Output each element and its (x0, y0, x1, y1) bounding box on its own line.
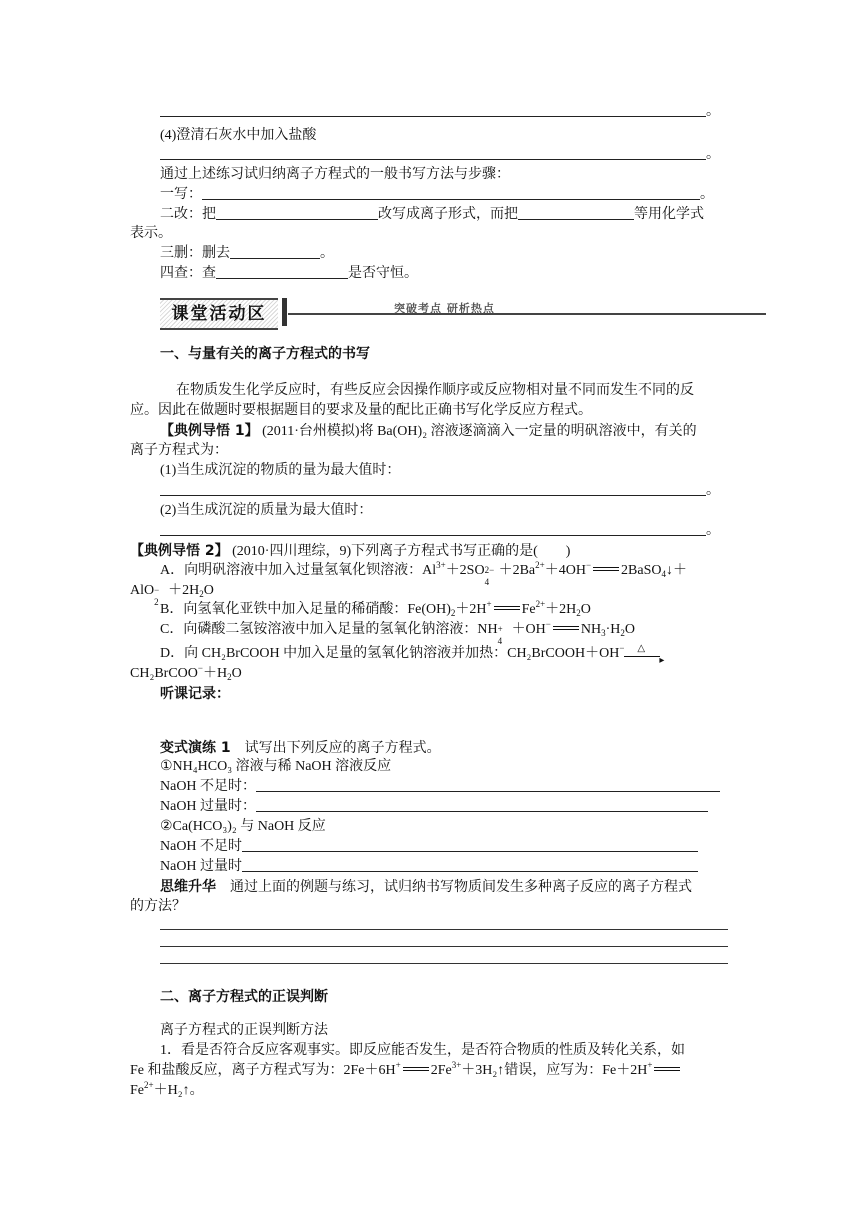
banner-bar (282, 298, 287, 326)
section-2-heading: 二、离子方程式的正误判断 (160, 989, 328, 1005)
option-b[interactable]: B．向氢氧化亚铁中加入足量的稀硝酸：$Fe(OH)_2+2H^+$ $Fe^{2+}+2H_2O$ (160, 599, 591, 618)
summary-prompt: 通过上述练习试归纳离子方程式的一般书写方法与步骤： (160, 167, 510, 182)
option-c[interactable]: C．向磷酸二氢铵溶液中加入足量的氢氧化钠溶液：NH + 4 ＋OH− $NH_3\cdot H_2O$ (160, 619, 636, 646)
answer-line-2[interactable]: 。 (160, 145, 720, 165)
answer-rule-c[interactable] (160, 963, 728, 964)
variant-lack-1[interactable]: NaOH 不足时： (160, 777, 720, 797)
example-1-q1: (1)当生成沉淀的物质的量为最大值时： (160, 463, 401, 478)
example-1-answer-2[interactable]: 。 (160, 521, 720, 541)
section-banner (160, 298, 770, 328)
answer-rule-b[interactable] (160, 946, 728, 947)
question-4: (4)澄清石灰水中加入盐酸 (160, 128, 317, 143)
example-1: 【典例导悟 1】 (2011·台州模拟)将 Ba(OH)₂ 溶液逐滴滴入一定量的明矾溶液中，有关的 (160, 423, 697, 439)
example-1-q2: (2)当生成沉淀的质量为最大值时： (160, 503, 373, 518)
banner-title: 课堂活动区 (160, 298, 278, 330)
answer-line-1[interactable]: 。 (160, 102, 720, 122)
step-4[interactable]: 四查：查 是否守恒。 (160, 266, 418, 281)
step-1[interactable]: 一写： 。 (160, 187, 714, 202)
variant-lack-2[interactable]: NaOH 不足时 (160, 837, 698, 857)
heat-arrow-icon: △ ▸ (624, 647, 664, 661)
section-2-para-3: $Fe^{2+}+H_2↑$。 (130, 1080, 204, 1098)
notes-label: 听课记录： (160, 686, 230, 702)
variant-excess-1[interactable]: NaOH 过量时： (160, 797, 708, 817)
think-prompt-cont: 的方法？ (130, 899, 186, 914)
option-a[interactable]: A．向明矾溶液中加入过量氢氧化钡溶液：$Al^{3+}+2SO$ 2− 4 $+2Ba^{2+}+4OH^-$ 2BaSO$_4$↓＋ (160, 560, 687, 587)
variant-1: 变式演练 1 试写出下列反应的离子方程式。 (160, 740, 441, 756)
option-a-cont: AlO − 2 $+2H_2O$ (130, 583, 214, 607)
section-1-para-2: 应。因此在做题时要根据题目的要求及量的配比正确书写化学反应方程式。 (130, 403, 592, 418)
answer-rule-a[interactable] (160, 929, 728, 930)
section-1-heading: 一、与量有关的离子方程式的书写 (160, 346, 370, 362)
banner-subtitle: 突破考点 研析热点 (394, 302, 495, 315)
variant-excess-2[interactable]: NaOH 过量时 (160, 857, 698, 877)
step-2-cont: 表示。 (130, 226, 172, 241)
section-2-para-1: 1．看是否符合反应客观事实。即反应能否发生，是否符合物质的性质及转化关系，如 (160, 1043, 685, 1058)
think-prompt: 思维升华 通过上面的例题与练习，试归纳书写物质间发生多种离子反应的离子方程式 (160, 879, 692, 895)
example-2: 【典例导悟 2】 (2010·四川理综，9)下列离子方程式书写正确的是( ) (130, 543, 571, 559)
step-2[interactable]: 二改：把 改写成离子形式，而把 等用化学式 (160, 207, 704, 222)
example-1-cont: 离子方程式为： (130, 443, 228, 458)
section-2-subheading: 离子方程式的正误判断方法 (160, 1023, 328, 1038)
section-2-para-2: Fe 和盐酸反应，离子方程式写为：2Fe＋6H+ $2Fe^{3+}+3H_2↑$错误，应写为：Fe＋2H+ (130, 1061, 682, 1081)
example-1-answer-1[interactable]: 。 (160, 481, 720, 501)
variant-item-1: ①NH₄HCO₃ 溶液与稀 NaOH 溶液反应 (160, 759, 392, 774)
variant-item-2: ②Ca(HCO₃)₂ 与 NaOH 反应 (160, 819, 326, 834)
section-1-para-1: 在物质发生化学反应时，有些反应会因操作顺序或反应物相对量不同而发生不同的反 (176, 383, 694, 398)
step-3[interactable]: 三删：删去 。 (160, 246, 334, 261)
option-d[interactable]: D．向 CH₂BrCOOH 中加入足量的氢氧化钠溶液并加热：CH₂BrCOOH＋OH− △ ▸ (160, 642, 665, 666)
option-d-cont: $CH_2BrCOO^-+H_2O$ (130, 663, 242, 682)
banner-rule (288, 313, 766, 315)
